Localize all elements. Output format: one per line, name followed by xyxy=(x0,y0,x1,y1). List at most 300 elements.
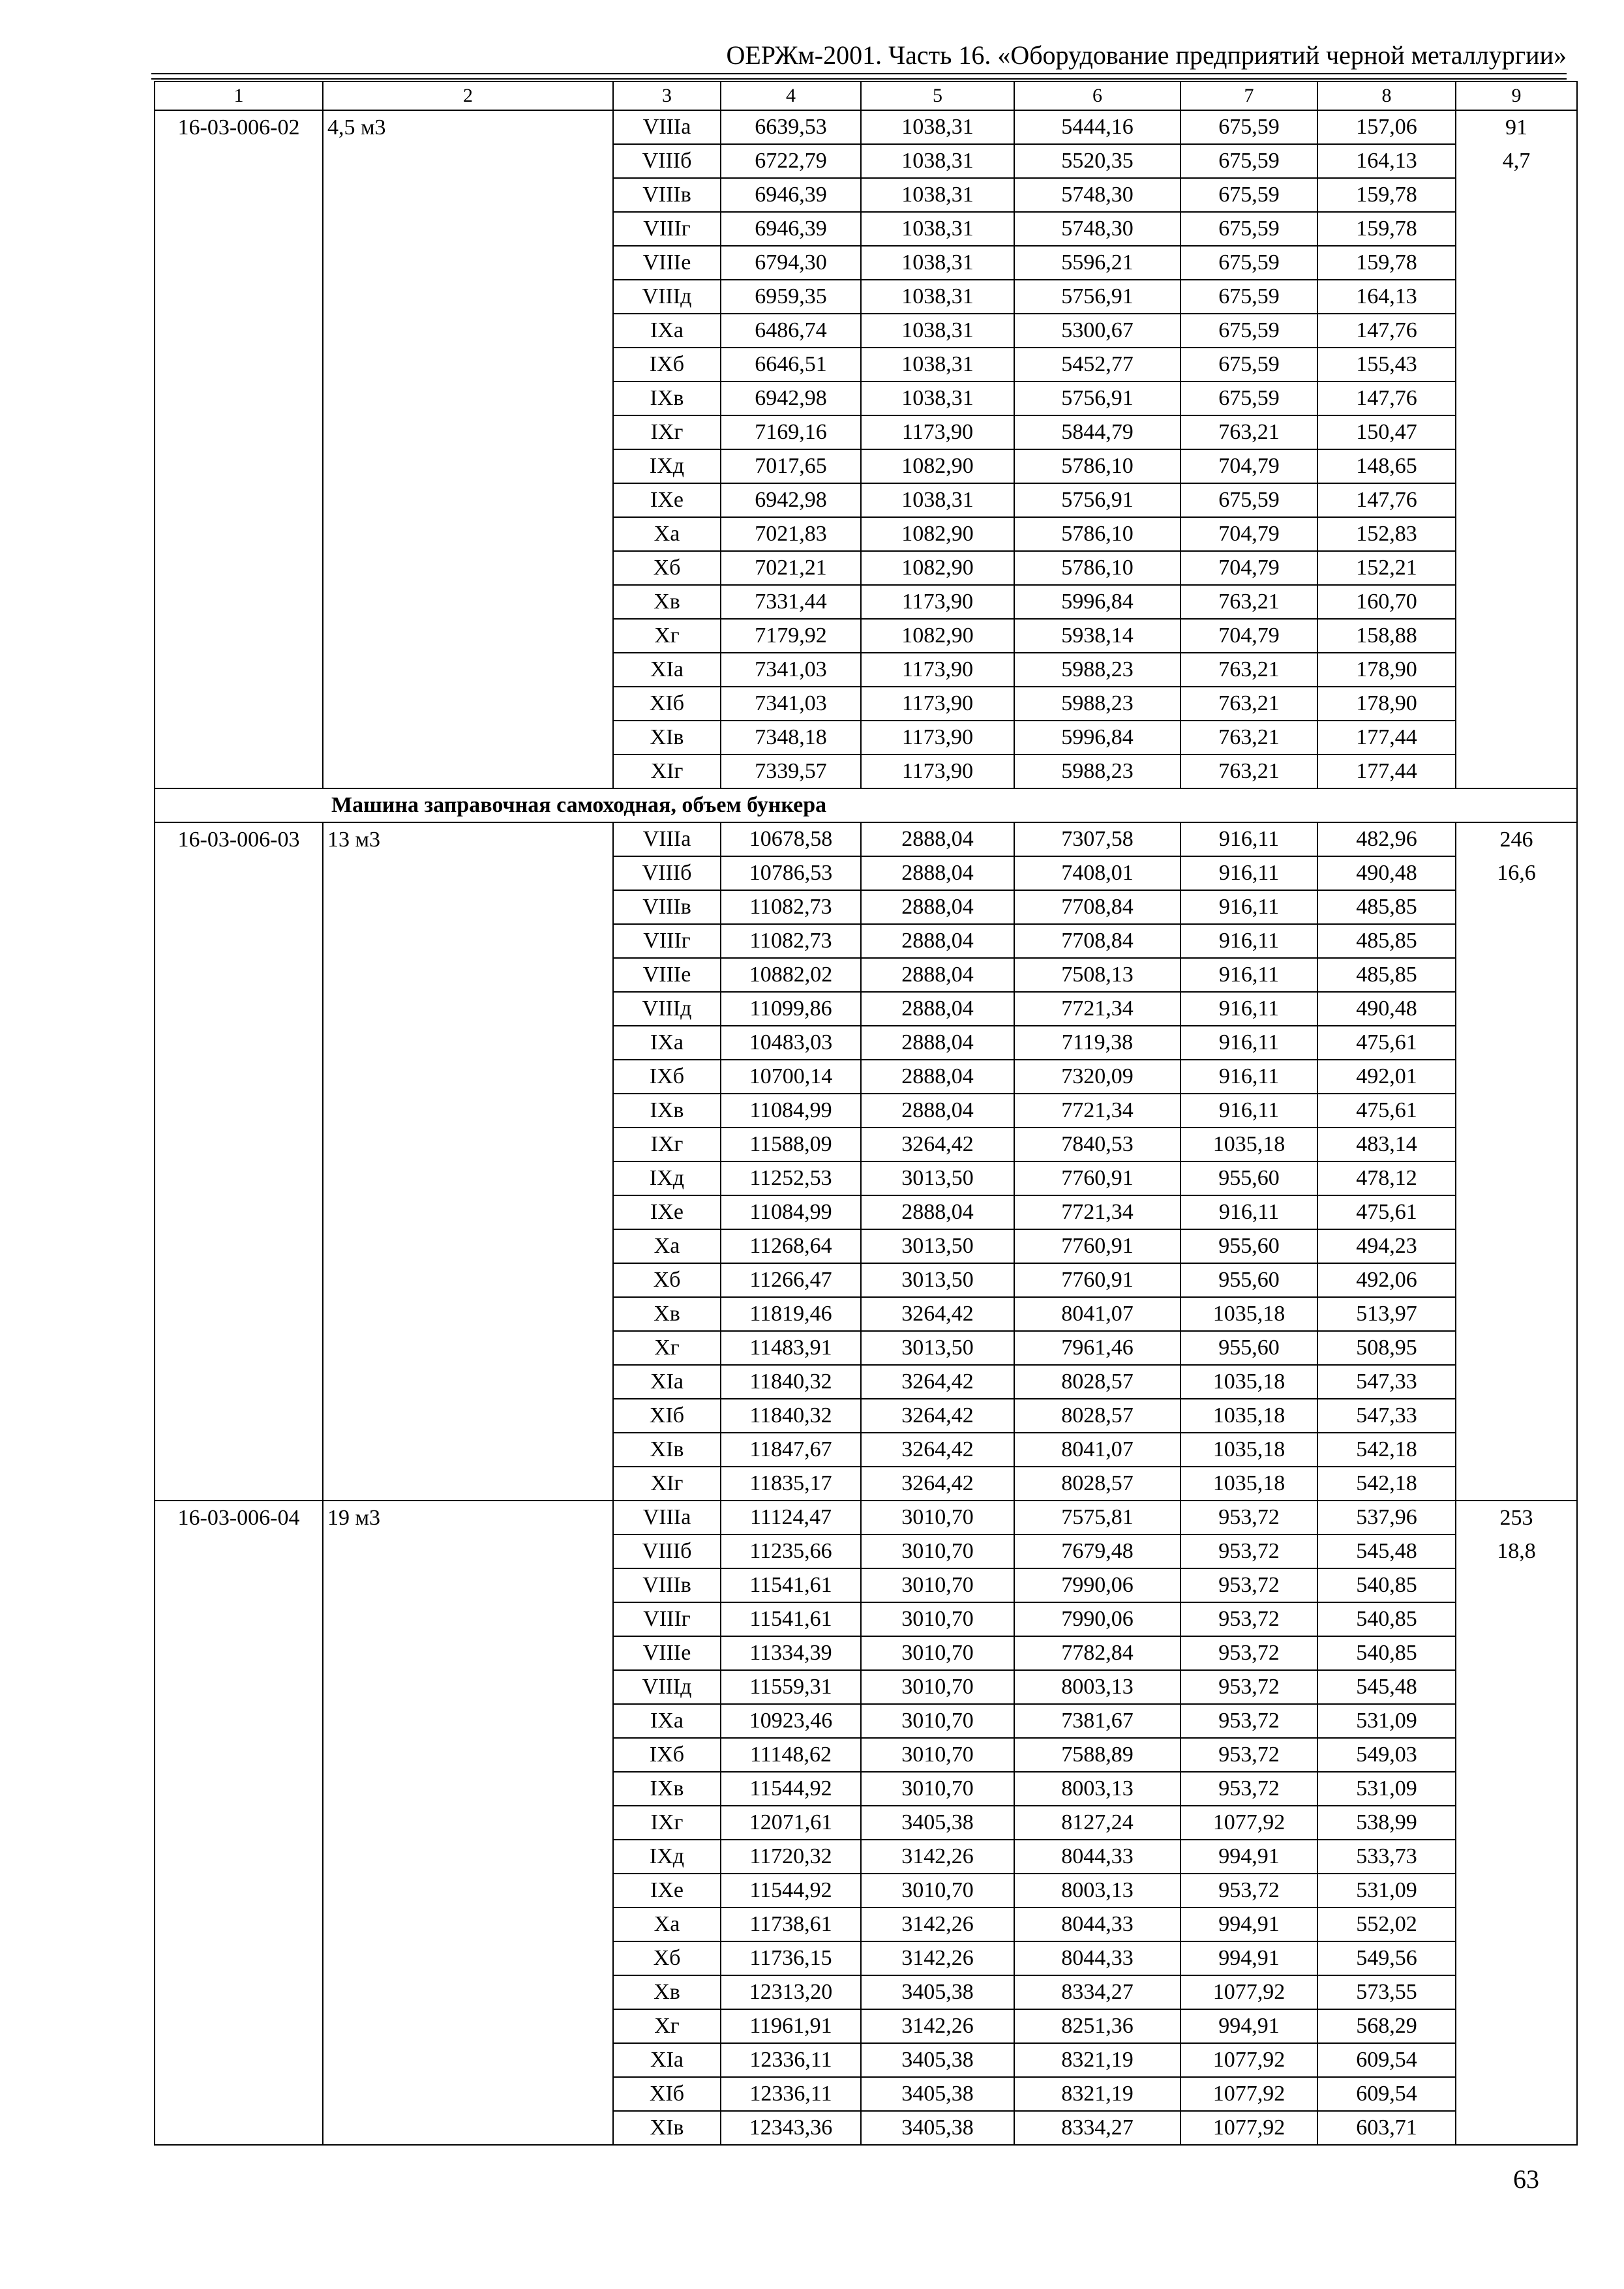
value-cell: 11082,73 xyxy=(721,890,861,924)
table-row xyxy=(155,314,1577,348)
value-cell: 2888,04 xyxy=(861,1195,1014,1229)
value-cell: 916,11 xyxy=(1180,822,1317,856)
table-row xyxy=(155,415,1577,449)
rate-name-cell xyxy=(323,144,613,178)
table-row xyxy=(155,1806,1577,1840)
value-cell: 492,01 xyxy=(1317,1060,1456,1094)
value-cell: 3010,70 xyxy=(861,1704,1014,1738)
table-row xyxy=(155,1195,1577,1229)
value-cell: 7760,91 xyxy=(1014,1229,1180,1263)
value-cell: 157,06 xyxy=(1317,110,1456,144)
value-cell: 547,33 xyxy=(1317,1365,1456,1399)
value-cell: 5996,84 xyxy=(1014,585,1180,619)
mass-cell xyxy=(1456,1365,1577,1399)
value-cell: 12336,11 xyxy=(721,2043,861,2077)
rate-code-cell xyxy=(155,1840,323,1874)
table-row xyxy=(155,382,1577,415)
value-cell: 7381,67 xyxy=(1014,1704,1180,1738)
mass-cell xyxy=(1456,1636,1577,1670)
value-cell: 11588,09 xyxy=(721,1128,861,1161)
table-row xyxy=(155,1161,1577,1195)
value-cell: 1077,92 xyxy=(1180,1806,1317,1840)
value-cell: 2888,04 xyxy=(861,822,1014,856)
value-cell: 483,14 xyxy=(1317,1128,1456,1161)
value-cell: 6486,74 xyxy=(721,314,861,348)
zone-cell: VIIIб xyxy=(613,1534,721,1568)
value-cell: 5786,10 xyxy=(1014,517,1180,551)
value-cell: 1035,18 xyxy=(1180,1128,1317,1161)
rate-code: 16-03-006-03 xyxy=(155,822,323,856)
value-cell: 8334,27 xyxy=(1014,1975,1180,2009)
rate-code-cell xyxy=(155,1331,323,1365)
value-cell: 7961,46 xyxy=(1014,1331,1180,1365)
zone-cell: VIIIб xyxy=(613,856,721,890)
table-row xyxy=(155,2009,1577,2043)
rate-code-cell xyxy=(155,1908,323,1941)
zone-cell: XIв xyxy=(613,2111,721,2145)
value-cell: 8003,13 xyxy=(1014,1874,1180,1908)
value-cell: 8044,33 xyxy=(1014,1840,1180,1874)
value-cell: 5988,23 xyxy=(1014,653,1180,687)
rates-table-body xyxy=(155,82,1577,2145)
rate-name-cell xyxy=(323,551,613,585)
zone-cell: Xа xyxy=(613,1229,721,1263)
value-cell: 12313,20 xyxy=(721,1975,861,2009)
value-cell: 3013,50 xyxy=(861,1229,1014,1263)
zone-cell: VIIIе xyxy=(613,246,721,280)
zone-cell: IXа xyxy=(613,1704,721,1738)
value-cell: 7708,84 xyxy=(1014,890,1180,924)
rate-name-cell xyxy=(323,1297,613,1331)
value-cell: 3013,50 xyxy=(861,1331,1014,1365)
zone-cell: Xб xyxy=(613,551,721,585)
value-cell: 537,96 xyxy=(1317,1501,1456,1534)
value-cell: 675,59 xyxy=(1180,178,1317,212)
value-cell: 5520,35 xyxy=(1014,144,1180,178)
table-row xyxy=(155,619,1577,653)
value-cell: 158,88 xyxy=(1317,619,1456,653)
value-cell: 8028,57 xyxy=(1014,1365,1180,1399)
zone-cell: IXе xyxy=(613,1195,721,1229)
value-cell: 7840,53 xyxy=(1014,1128,1180,1161)
table-row xyxy=(155,348,1577,382)
rate-code-cell xyxy=(155,314,323,348)
table-row xyxy=(155,1636,1577,1670)
rate-name-cell xyxy=(323,212,613,246)
value-cell: 953,72 xyxy=(1180,1874,1317,1908)
rate-name-cell xyxy=(323,1670,613,1704)
value-cell: 5748,30 xyxy=(1014,212,1180,246)
rate-name-cell xyxy=(323,1229,613,1263)
value-cell: 916,11 xyxy=(1180,1026,1317,1060)
value-cell: 11544,92 xyxy=(721,1874,861,1908)
value-cell: 953,72 xyxy=(1180,1501,1317,1534)
value-cell: 3264,42 xyxy=(861,1433,1014,1467)
column-number-6: 6 xyxy=(1014,82,1180,110)
value-cell: 10923,46 xyxy=(721,1704,861,1738)
rate-code-cell xyxy=(155,1399,323,1433)
value-cell: 3264,42 xyxy=(861,1297,1014,1331)
value-cell: 5444,16 xyxy=(1014,110,1180,144)
value-cell: 7679,48 xyxy=(1014,1534,1180,1568)
value-cell: 11099,86 xyxy=(721,992,861,1026)
zone-cell: IXа xyxy=(613,1026,721,1060)
rate-code-cell xyxy=(155,1094,323,1128)
table-row xyxy=(155,246,1577,280)
value-cell: 3010,70 xyxy=(861,1501,1014,1534)
table-row xyxy=(155,653,1577,687)
rate-name-cell xyxy=(323,1365,613,1399)
value-cell: 485,85 xyxy=(1317,958,1456,992)
rate-name-cell xyxy=(323,1399,613,1433)
section-title-row xyxy=(155,788,1577,822)
value-cell: 549,56 xyxy=(1317,1941,1456,1975)
table-row xyxy=(155,1908,1577,1941)
value-cell: 7760,91 xyxy=(1014,1263,1180,1297)
value-cell: 704,79 xyxy=(1180,449,1317,483)
column-number-7: 7 xyxy=(1180,82,1317,110)
value-cell: 763,21 xyxy=(1180,415,1317,449)
zone-cell: XIб xyxy=(613,2077,721,2111)
zone-cell: IXг xyxy=(613,1128,721,1161)
rate-code-cell xyxy=(155,687,323,721)
value-cell: 675,59 xyxy=(1180,144,1317,178)
value-cell: 3013,50 xyxy=(861,1263,1014,1297)
rate-name-cell xyxy=(323,1263,613,1297)
zone-cell: XIг xyxy=(613,755,721,788)
rate-code-cell xyxy=(155,856,323,890)
value-cell: 10483,03 xyxy=(721,1026,861,1060)
value-cell: 8041,07 xyxy=(1014,1433,1180,1467)
value-cell: 475,61 xyxy=(1317,1026,1456,1060)
mass-cell xyxy=(1456,992,1577,1026)
rate-name-cell xyxy=(323,1331,613,1365)
column-number-1: 1 xyxy=(155,82,323,110)
value-cell: 953,72 xyxy=(1180,1704,1317,1738)
rate-name-cell xyxy=(323,1704,613,1738)
value-cell: 1038,31 xyxy=(861,144,1014,178)
value-cell: 11235,66 xyxy=(721,1534,861,1568)
mass-cell xyxy=(1456,1060,1577,1094)
zone-cell: VIIIг xyxy=(613,212,721,246)
rate-name-cell xyxy=(323,517,613,551)
zone-cell: XIа xyxy=(613,1365,721,1399)
zone-cell: VIIIв xyxy=(613,1568,721,1602)
mass-cell xyxy=(1456,653,1577,687)
value-cell: 2888,04 xyxy=(861,958,1014,992)
value-cell: 3142,26 xyxy=(861,1840,1014,1874)
value-cell: 11082,73 xyxy=(721,924,861,958)
column-number-4: 4 xyxy=(721,82,861,110)
column-number-3: 3 xyxy=(613,82,721,110)
zone-cell: IXг xyxy=(613,415,721,449)
value-cell: 1038,31 xyxy=(861,348,1014,382)
value-cell: 704,79 xyxy=(1180,619,1317,653)
rate-name-cell xyxy=(323,1534,613,1568)
rate-name-cell xyxy=(323,1433,613,1467)
zone-cell: Xв xyxy=(613,1975,721,2009)
rate-code-cell xyxy=(155,1975,323,2009)
value-cell: 953,72 xyxy=(1180,1602,1317,1636)
rate-code-cell xyxy=(155,1365,323,1399)
table-row xyxy=(155,178,1577,212)
value-cell: 490,48 xyxy=(1317,992,1456,1026)
value-cell: 2888,04 xyxy=(861,992,1014,1026)
value-cell: 994,91 xyxy=(1180,2009,1317,2043)
value-cell: 2888,04 xyxy=(861,890,1014,924)
value-cell: 3405,38 xyxy=(861,2077,1014,2111)
value-cell: 178,90 xyxy=(1317,687,1456,721)
value-cell: 508,95 xyxy=(1317,1331,1456,1365)
zone-cell: VIIIе xyxy=(613,1636,721,1670)
value-cell: 3010,70 xyxy=(861,1670,1014,1704)
value-cell: 763,21 xyxy=(1180,585,1317,619)
value-cell: 675,59 xyxy=(1180,348,1317,382)
value-cell: 10882,02 xyxy=(721,958,861,992)
value-cell: 155,43 xyxy=(1317,348,1456,382)
mass-cell xyxy=(1456,246,1577,280)
value-cell: 675,59 xyxy=(1180,212,1317,246)
value-cell: 1082,90 xyxy=(861,517,1014,551)
page-number: 63 xyxy=(1513,2164,1539,2194)
value-cell: 531,09 xyxy=(1317,1874,1456,1908)
mass-cell xyxy=(1456,348,1577,382)
value-cell: 7169,16 xyxy=(721,415,861,449)
zone-cell: XIб xyxy=(613,687,721,721)
rate-code-cell xyxy=(155,280,323,314)
rate-name: 19 м3 xyxy=(323,1501,613,1534)
mass-cell xyxy=(1456,890,1577,924)
value-cell: 2888,04 xyxy=(861,924,1014,958)
value-cell: 11840,32 xyxy=(721,1365,861,1399)
zone-cell: Xв xyxy=(613,585,721,619)
value-cell: 3405,38 xyxy=(861,2043,1014,2077)
mass-cell xyxy=(1456,1670,1577,1704)
value-cell: 1077,92 xyxy=(1180,1975,1317,2009)
value-cell: 1035,18 xyxy=(1180,1297,1317,1331)
mass-cell xyxy=(1456,687,1577,721)
rate-code-cell xyxy=(155,2077,323,2111)
table-row xyxy=(155,1026,1577,1060)
value-cell: 953,72 xyxy=(1180,1670,1317,1704)
zone-cell: VIIIд xyxy=(613,280,721,314)
value-cell: 5748,30 xyxy=(1014,178,1180,212)
value-cell: 7331,44 xyxy=(721,585,861,619)
table-row xyxy=(155,1365,1577,1399)
zone-cell: IXб xyxy=(613,1738,721,1772)
value-cell: 675,59 xyxy=(1180,246,1317,280)
zone-cell: IXе xyxy=(613,483,721,517)
value-cell: 7320,09 xyxy=(1014,1060,1180,1094)
value-cell: 955,60 xyxy=(1180,1161,1317,1195)
value-cell: 2888,04 xyxy=(861,1026,1014,1060)
value-cell: 6794,30 xyxy=(721,246,861,280)
rate-name-cell xyxy=(323,721,613,755)
value-cell: 5988,23 xyxy=(1014,755,1180,788)
value-cell: 675,59 xyxy=(1180,382,1317,415)
zone-cell: Xг xyxy=(613,2009,721,2043)
value-cell: 704,79 xyxy=(1180,551,1317,585)
rate-code-cell xyxy=(155,585,323,619)
rate-name-cell xyxy=(323,449,613,483)
mass-cell xyxy=(1456,2009,1577,2043)
table-row xyxy=(155,687,1577,721)
value-cell: 478,12 xyxy=(1317,1161,1456,1195)
header-rule-top xyxy=(151,73,1567,74)
value-cell: 609,54 xyxy=(1317,2077,1456,2111)
rate-code-cell xyxy=(155,721,323,755)
value-cell: 12336,11 xyxy=(721,2077,861,2111)
value-cell: 494,23 xyxy=(1317,1229,1456,1263)
value-cell: 8044,33 xyxy=(1014,1941,1180,1975)
value-cell: 1173,90 xyxy=(861,415,1014,449)
rate-name-cell xyxy=(323,755,613,788)
value-cell: 177,44 xyxy=(1317,721,1456,755)
rate-name-cell xyxy=(323,890,613,924)
value-cell: 7021,21 xyxy=(721,551,861,585)
value-cell: 7017,65 xyxy=(721,449,861,483)
zone-cell: IXб xyxy=(613,1060,721,1094)
value-cell: 2888,04 xyxy=(861,856,1014,890)
table-row xyxy=(155,992,1577,1026)
value-cell: 7179,92 xyxy=(721,619,861,653)
rate-name-cell xyxy=(323,2043,613,2077)
rate-code-cell xyxy=(155,1263,323,1297)
zone-cell: VIIIа xyxy=(613,1501,721,1534)
zone-cell: Xг xyxy=(613,1331,721,1365)
table-row xyxy=(155,2111,1577,2145)
value-cell: 6942,98 xyxy=(721,382,861,415)
rate-code-cell xyxy=(155,449,323,483)
zone-cell: IXв xyxy=(613,1094,721,1128)
table-row xyxy=(155,1060,1577,1094)
value-cell: 1035,18 xyxy=(1180,1467,1317,1501)
value-cell: 1082,90 xyxy=(861,619,1014,653)
mass-cell xyxy=(1456,483,1577,517)
column-number-5: 5 xyxy=(861,82,1014,110)
rate-code-cell xyxy=(155,178,323,212)
mass-cell xyxy=(1456,1128,1577,1161)
value-cell: 7575,81 xyxy=(1014,1501,1180,1534)
zone-cell: IXг xyxy=(613,1806,721,1840)
table-row xyxy=(155,958,1577,992)
value-cell: 8041,07 xyxy=(1014,1297,1180,1331)
rate-code-cell xyxy=(155,755,323,788)
rate-code-cell xyxy=(155,1670,323,1704)
rate-name-cell xyxy=(323,585,613,619)
table-row xyxy=(155,1704,1577,1738)
value-cell: 675,59 xyxy=(1180,110,1317,144)
value-cell: 916,11 xyxy=(1180,924,1317,958)
rate-name-cell xyxy=(323,1128,613,1161)
value-cell: 916,11 xyxy=(1180,890,1317,924)
value-cell: 8003,13 xyxy=(1014,1772,1180,1806)
value-cell: 1038,31 xyxy=(861,246,1014,280)
table-row xyxy=(155,1501,1577,1534)
value-cell: 152,83 xyxy=(1317,517,1456,551)
value-cell: 6942,98 xyxy=(721,483,861,517)
value-cell: 5756,91 xyxy=(1014,483,1180,517)
value-cell: 1038,31 xyxy=(861,483,1014,517)
mass-cell xyxy=(1456,212,1577,246)
mass-cell xyxy=(1456,1941,1577,1975)
table-row xyxy=(155,1772,1577,1806)
value-cell: 5996,84 xyxy=(1014,721,1180,755)
value-cell: 552,02 xyxy=(1317,1908,1456,1941)
value-cell: 8334,27 xyxy=(1014,2111,1180,2145)
rate-name-cell xyxy=(323,348,613,382)
mass-cell xyxy=(1456,1738,1577,1772)
zone-cell: XIа xyxy=(613,2043,721,2077)
value-cell: 7721,34 xyxy=(1014,992,1180,1026)
value-cell: 178,90 xyxy=(1317,653,1456,687)
value-cell: 11268,64 xyxy=(721,1229,861,1263)
rate-name-cell xyxy=(323,382,613,415)
value-cell: 955,60 xyxy=(1180,1229,1317,1263)
rate-name-cell xyxy=(323,1806,613,1840)
section-title: Машина заправочная самоходная, объем бункера xyxy=(155,788,1577,822)
value-cell: 11819,46 xyxy=(721,1297,861,1331)
value-cell: 11736,15 xyxy=(721,1941,861,1975)
value-cell: 7119,38 xyxy=(1014,1026,1180,1060)
value-cell: 5786,10 xyxy=(1014,449,1180,483)
zone-cell: Xб xyxy=(613,1263,721,1297)
value-cell: 5756,91 xyxy=(1014,382,1180,415)
rate-code-cell xyxy=(155,517,323,551)
value-cell: 7721,34 xyxy=(1014,1195,1180,1229)
mass-cell xyxy=(1456,449,1577,483)
mass-cell xyxy=(1456,924,1577,958)
value-cell: 994,91 xyxy=(1180,1908,1317,1941)
value-cell: 513,97 xyxy=(1317,1297,1456,1331)
rate-code-cell xyxy=(155,1772,323,1806)
rate-name-cell xyxy=(323,2111,613,2145)
value-cell: 545,48 xyxy=(1317,1534,1456,1568)
mass-cell xyxy=(1456,178,1577,212)
value-cell: 1038,31 xyxy=(861,382,1014,415)
value-cell: 7339,57 xyxy=(721,755,861,788)
table-row xyxy=(155,1128,1577,1161)
value-cell: 675,59 xyxy=(1180,483,1317,517)
value-cell: 11840,32 xyxy=(721,1399,861,1433)
value-cell: 1038,31 xyxy=(861,314,1014,348)
rate-code-cell xyxy=(155,212,323,246)
rate-name-cell xyxy=(323,653,613,687)
mass-cell xyxy=(1456,1806,1577,1840)
value-cell: 609,54 xyxy=(1317,2043,1456,2077)
value-cell: 3142,26 xyxy=(861,1908,1014,1941)
rate-name-cell xyxy=(323,1060,613,1094)
zone-cell: XIб xyxy=(613,1399,721,1433)
zone-cell: Xв xyxy=(613,1297,721,1331)
value-cell: 3010,70 xyxy=(861,1568,1014,1602)
value-cell: 916,11 xyxy=(1180,1094,1317,1128)
value-cell: 3264,42 xyxy=(861,1365,1014,1399)
rate-name-cell xyxy=(323,1094,613,1128)
table-row xyxy=(155,1670,1577,1704)
value-cell: 8044,33 xyxy=(1014,1908,1180,1941)
value-cell: 6946,39 xyxy=(721,178,861,212)
value-cell: 10678,58 xyxy=(721,822,861,856)
value-cell: 11541,61 xyxy=(721,1568,861,1602)
value-cell: 11738,61 xyxy=(721,1908,861,1941)
value-cell: 538,99 xyxy=(1317,1806,1456,1840)
value-cell: 8321,19 xyxy=(1014,2043,1180,2077)
value-cell: 8127,24 xyxy=(1014,1806,1180,1840)
rate-code-cell xyxy=(155,1195,323,1229)
value-cell: 7508,13 xyxy=(1014,958,1180,992)
table-row xyxy=(155,1331,1577,1365)
